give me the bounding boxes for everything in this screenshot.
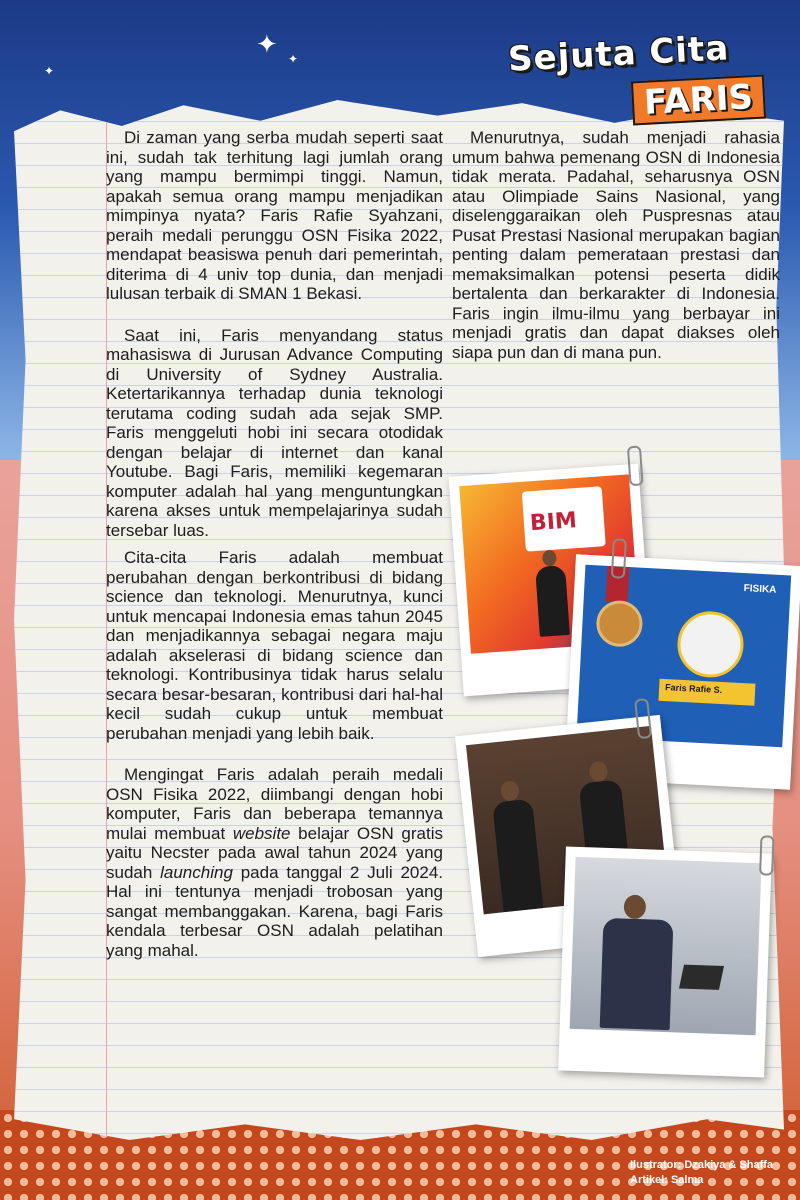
credits	[630, 1158, 773, 1188]
sparkle-icon: ✦	[256, 30, 278, 60]
left-column	[106, 128, 443, 960]
person-head	[623, 895, 646, 920]
portrait	[676, 610, 745, 679]
paragraph-goals: Cita-cita Faris adalah membuat perubahan dengan berkontribusi di bidang science dan teknologi. Menurutnya, kunci untuk mencapai Indonesia emas tahun 2045 dan menjadikannya sebagai negara maju adalah akselerasi di bidang science dan teknologi. Kontribusinya tidak harus selalu secara besar-besaran, kontribusi dari hal-hal kecil sudah cukup untuk membuat perubahan menjadi yang lebih baik.	[106, 548, 443, 743]
right-column	[452, 128, 780, 362]
person-figure	[492, 799, 543, 913]
paperclip-icon	[759, 835, 774, 875]
sparkle-icon: ✦	[288, 52, 299, 66]
paragraph-osn: Menurutnya, sudah menjadi rahasia umum bahwa pemenang OSN di Indonesia tidak merata. Padahal, seharusnya OSN atau Olimpiade Sains Nasional, yang diselenggaraikan oleh Puspresnas atau Pusat Prestasi Nasional merupakan bagian penting dalam pemerataan prestasi dan memaksimalkan potensi peserta didik bertalenta dan berkarakter di Indonesia. Faris ingin ilmu-ilmu yang berbayar ini menjadi gratis dan dapat diakses oleh siapa pun dan di mana pun.	[452, 128, 780, 362]
bim-logo-text: BIM	[529, 508, 578, 537]
person-head	[588, 761, 608, 783]
person-figure	[535, 565, 570, 637]
paperclip-icon	[611, 538, 627, 579]
paragraph-intro: Di zaman yang serba mudah seperti saat ini, sudah tak terhitung lagi jumlah orang yang mampu bermimpi tinggi. Namun, apakah semua orang mampu menjadikan mimpinya nyata? Faris Rafie Syahzani, peraih medali perunggu OSN Fisika 2022, mendapat beasiswa penuh dari pemerintah, diterima di 4 univ top dunia, dan menjadi lulusan terbaik di SMAN 1 Bekasi.	[106, 128, 443, 303]
sparkle-icon: ✦	[44, 64, 55, 78]
card-header: FISIKA	[743, 583, 777, 596]
illustrator-credit: Ilustrator: Dzakiya & Shaffa	[630, 1159, 774, 1171]
title-block	[500, 28, 790, 128]
paperclip-icon	[627, 445, 644, 486]
person-head	[500, 780, 520, 802]
person-head	[542, 550, 557, 567]
person-figure	[600, 918, 674, 1030]
laptop-icon	[679, 965, 724, 990]
photo-laptop	[558, 846, 772, 1077]
paragraph-study: Saat ini, Faris menyandang status mahasiswa di Jurusan Advance Computing di University of Sydney Australia. Ketertarikannya terhadap dunia teknologi terutama coding sudah ada sejak SMP. Faris menggeluti hobi ini secara otodidak dengan belajar di internet dan kanal Youtube. Bagi Faris, memiliki kegemaran komputer adalah hal yang menguntungkan karena akses untuk mempelajarinya sudah tersebar luas.	[106, 325, 443, 540]
article-credit: Artikel: Salma	[630, 1174, 704, 1186]
medal-icon	[595, 599, 643, 647]
title-line-2: FARIS	[631, 75, 766, 126]
name-text: Faris Rafie S.	[664, 682, 723, 696]
title-line-1: Sejuta Cita	[507, 28, 731, 80]
paragraph-necster: Mengingat Faris adalah peraih medali OSN Fisika 2022, diimbangi dengan hobi komputer, Faris dan beberapa temannya mulai membuat website belajar OSN gratis yaitu Necster pada awal tahun 2024 yang sudah launching pada tanggal 2 Juli 2024. Hal ini tentunya menjadi trobosan yang sangat membanggakan. Karena, bagi Faris kendala terbesar OSN adalah pelatihan yang mahal.	[106, 765, 443, 960]
